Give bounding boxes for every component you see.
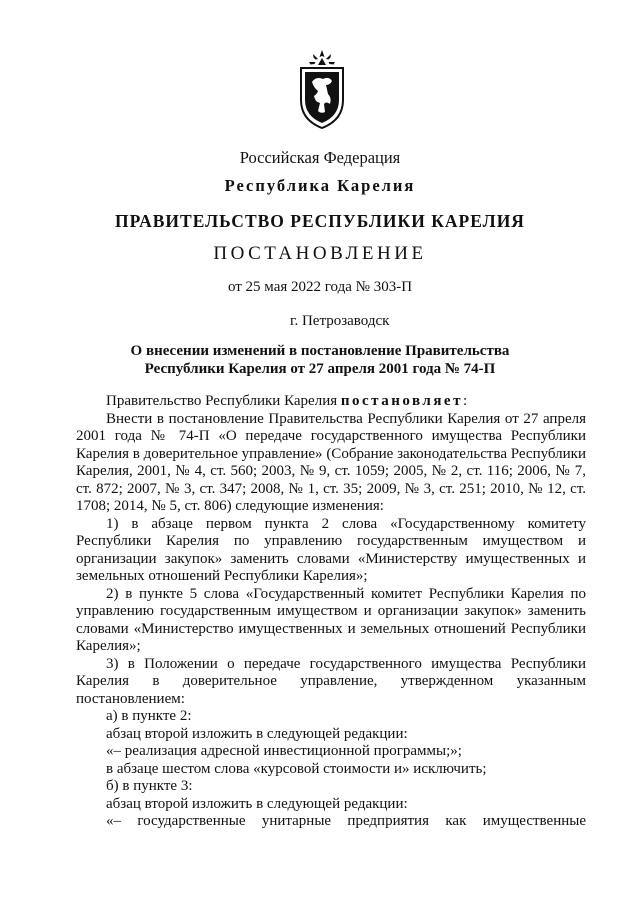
document-body	[76, 393, 586, 831]
subitem-a-line-1: абзац второй изложить в следующей редакции:	[106, 725, 408, 742]
decree-clause-suffix: :	[462, 393, 468, 409]
subitem-a-line-3: в абзаце шестом слова «курсовой стоимости и» исключить;	[106, 760, 487, 777]
intro-paragraph: Внести в постановление Правительства Республики Карелия от 27 апреля 2001 года № 74-П «О передаче государственного имущества Республики Карелия в доверительное управление» (Собрание законодательства Республики Карелия, 2001, № 4, ст. 560; 2003, № 9, ст. 1059; 2005, № 2, ст. 116; 2006, № 7, ст. 872; 2007, № 3, ст. 347; 2008, № 1, ст. 35; 2009, № 3, ст. 251; 2010, № 12, ст. 1708; 2014, № 5, ст. 806) следующие изменения:	[76, 410, 586, 514]
date-and-number: от 25 мая 2022 года № 303-П	[227, 279, 413, 295]
decree-word: постановляет	[340, 393, 463, 409]
subject-line-1: О внесении изменений в постановление Правительства	[130, 343, 510, 359]
karelia-coat-of-arms-icon	[296, 48, 348, 130]
item-2: 2) в пункте 5 слова «Государственный комитет Республики Карелия по управлению государственным имуществом и организации закупок» заменить словами «Министерство имущественных и земельных отношений Республики Карелия»;	[76, 585, 586, 654]
subitem-b-line-2: «– государственные унитарные предприятия как имущественные	[106, 813, 586, 829]
decree-clause	[76, 393, 586, 411]
item-3: 3) в Положении о передаче государственного имущества Республики Карелия в доверительное управление, утвержденном указанным постановлением:	[76, 655, 586, 707]
government-title: ПРАВИТЕЛЬСТВО РЕСПУБЛИКИ КАРЕЛИЯ	[115, 211, 525, 231]
document-subject	[0, 342, 640, 378]
republic-name: Республика Карелия	[224, 176, 416, 195]
subitem-b-line-1: абзац второй изложить в следующей редакции:	[106, 795, 408, 812]
subitem-a-line-2: «– реализация адресной инвестиционной программы;»;	[106, 743, 462, 759]
decree-clause-prefix: Правительство Республики Карелия	[106, 393, 338, 409]
document-type: ПОСТАНОВЛЕНИЕ	[213, 243, 427, 264]
city: г. Петрозаводск	[290, 313, 390, 329]
subitem-a: а) в пункте 2:	[106, 708, 192, 724]
country-name: Российская Федерация	[239, 148, 401, 167]
item-1: 1) в абзаце первом пункта 2 слова «Государственному комитету Республики Карелия по управлению государственным имуществом и организации закупок» заменить словами «Министерству имущественных и земельных отношений Республики Карелия»;	[76, 515, 586, 584]
subject-line-2: Республики Карелия от 27 апреля 2001 года № 74-П	[144, 361, 496, 377]
subitem-b: б) в пункте 3:	[106, 778, 193, 794]
